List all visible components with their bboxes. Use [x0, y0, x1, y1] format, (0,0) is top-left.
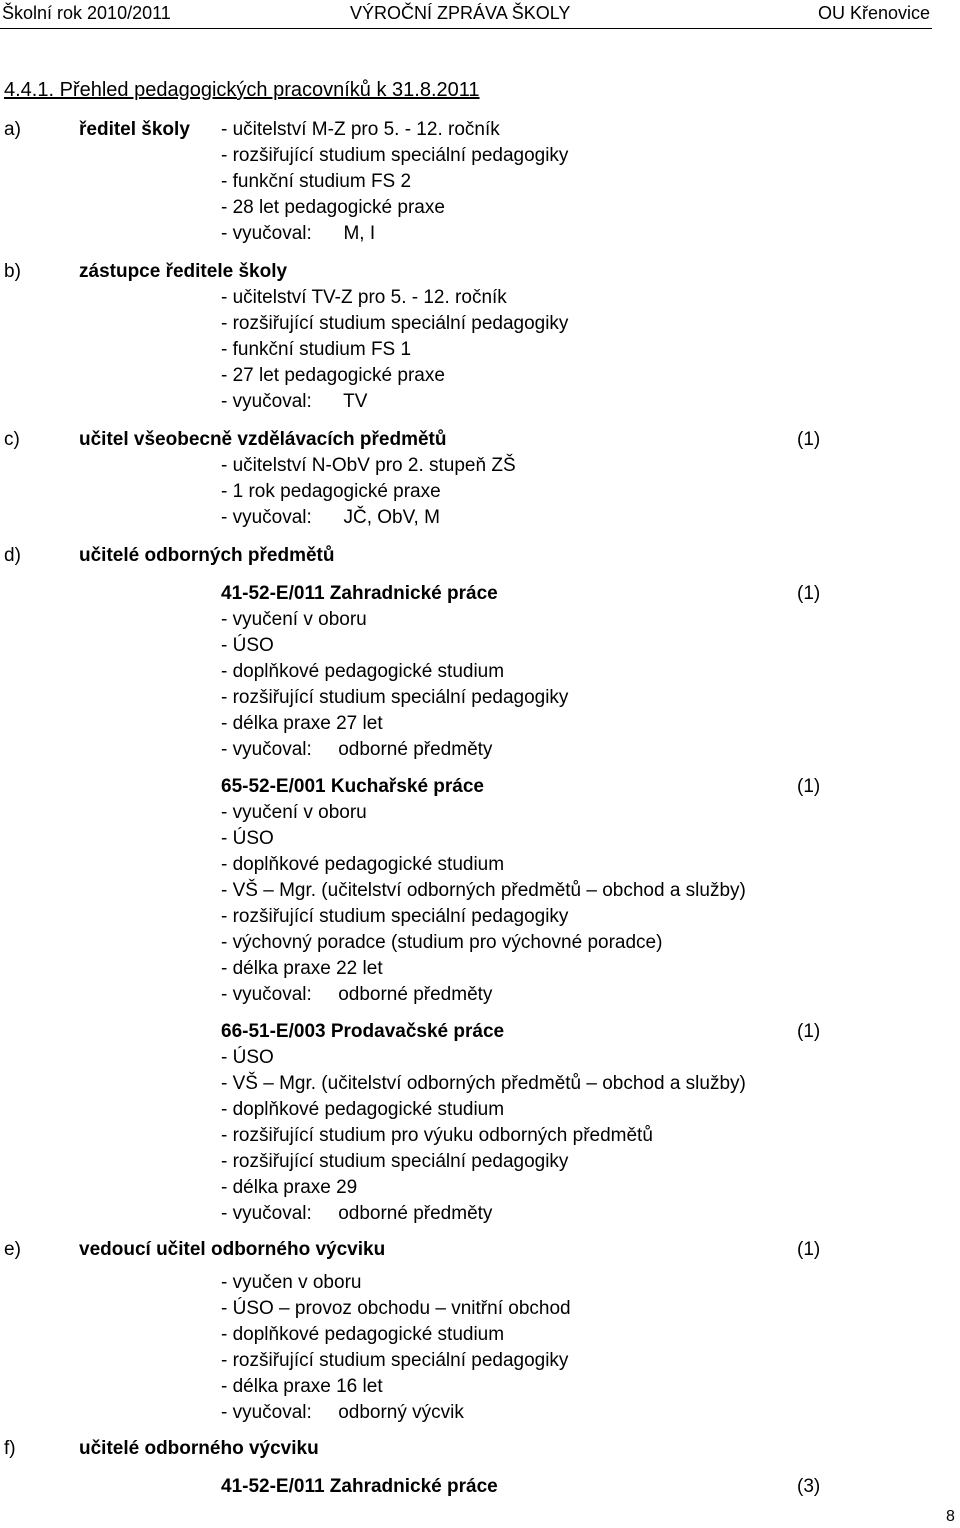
detail-line: - 27 let pedagogické praxe — [221, 365, 445, 386]
section-c-title: učitel všeobecně vzdělávacích předmětů — [79, 429, 447, 450]
field-title: 41-52-E/011 Zahradnické práce — [221, 583, 498, 604]
detail-line: - doplňkové pedagogické studium — [221, 1099, 505, 1120]
section-c-count: (1) — [797, 429, 821, 450]
page-number: 8 — [946, 1508, 955, 1525]
section-f-letter: f) — [4, 1438, 16, 1459]
section-c-letter: c) — [4, 429, 20, 450]
detail-line: - doplňkové pedagogické studium — [221, 661, 505, 682]
field-count: (3) — [797, 1476, 821, 1497]
detail-line: - rozšiřující studium speciální pedagogiky — [221, 1350, 569, 1371]
field-count: (1) — [797, 776, 821, 797]
detail-line: - doplňkové pedagogické studium — [221, 1324, 505, 1345]
detail-line: - délka praxe 22 let — [221, 958, 383, 979]
section-b-letter: b) — [4, 261, 21, 282]
detail-line: - vyučoval: odborné předměty — [221, 739, 493, 760]
section-heading: 4.4.1. Přehled pedagogických pracovníků k 31.8.2011 — [4, 79, 480, 101]
detail-line: - vyučoval: odborné předměty — [221, 984, 493, 1005]
detail-line: - délka praxe 27 let — [221, 713, 383, 734]
section-d-letter: d) — [4, 545, 21, 566]
detail-line: - ÚSO — [221, 635, 274, 656]
section-e-count: (1) — [797, 1239, 821, 1260]
detail-line: - 28 let pedagogické praxe — [221, 197, 445, 218]
section-d-title: učitelé odborných předmětů — [79, 545, 335, 566]
section-e-title: vedoucí učitel odborného výcviku — [79, 1239, 386, 1260]
section-e-letter: e) — [4, 1239, 21, 1260]
detail-line: - funkční studium FS 1 — [221, 339, 412, 360]
detail-line: - ÚSO — [221, 828, 274, 849]
detail-line: - délka praxe 16 let — [221, 1376, 383, 1397]
detail-line: - vyučení v oboru — [221, 609, 367, 630]
detail-line: - učitelství TV-Z pro 5. - 12. ročník — [221, 287, 507, 308]
detail-line: - VŠ – Mgr. (učitelství odborných předmětů – obchod a služby) — [221, 880, 746, 901]
detail-line: - vyučen v oboru — [221, 1272, 362, 1293]
field-title: 65-52-E/001 Kuchařské práce — [221, 776, 484, 797]
detail-line: - rozšiřující studium speciální pedagogiky — [221, 313, 569, 334]
detail-line: - doplňkové pedagogické studium — [221, 854, 505, 875]
header-school-name: OU Křenovice — [817, 3, 930, 23]
header-school-year: Školní rok 2010/2011 — [2, 3, 171, 23]
section-a-title: ředitel školy — [79, 119, 190, 140]
detail-line: - ÚSO – provoz obchodu – vnitřní obchod — [221, 1298, 571, 1319]
detail-line: - rozšiřující studium speciální pedagogiky — [221, 145, 569, 166]
header-rule — [0, 28, 932, 29]
section-b-title: zástupce ředitele školy — [79, 261, 288, 282]
detail-line: - ÚSO — [221, 1047, 274, 1068]
detail-line: - vyučení v oboru — [221, 802, 367, 823]
detail-line: - délka praxe 29 — [221, 1177, 358, 1198]
field-count: (1) — [797, 1021, 821, 1042]
detail-line: - učitelství M-Z pro 5. - 12. ročník — [221, 119, 500, 140]
detail-line: - výchovný poradce (studium pro výchovné poradce) — [221, 932, 663, 953]
detail-line: - rozšiřující studium speciální pedagogiky — [221, 1151, 569, 1172]
detail-line: - rozšiřující studium pro výuku odborných předmětů — [221, 1125, 653, 1146]
field-title: 66-51-E/003 Prodavačské práce — [221, 1021, 505, 1042]
section-f-title: učitelé odborného výcviku — [79, 1438, 319, 1459]
detail-line: - učitelství N-ObV pro 2. stupeň ZŠ — [221, 455, 516, 476]
detail-line: - rozšiřující studium speciální pedagogiky — [221, 687, 569, 708]
field-title: 41-52-E/011 Zahradnické práce — [221, 1476, 498, 1497]
section-a-letter: a) — [4, 119, 21, 140]
detail-line: - VŠ – Mgr. (učitelství odborných předmětů – obchod a služby) — [221, 1073, 746, 1094]
header-report-title: VÝROČNÍ ZPRÁVA ŠKOLY — [350, 3, 571, 23]
detail-line: - vyučoval: TV — [221, 391, 368, 412]
field-count: (1) — [797, 583, 821, 604]
detail-line: - rozšiřující studium speciální pedagogiky — [221, 906, 569, 927]
detail-line: - funkční studium FS 2 — [221, 171, 412, 192]
detail-line: - vyučoval: JČ, ObV, M — [221, 507, 440, 528]
detail-line: - vyučoval: odborný výcvik — [221, 1402, 464, 1423]
detail-line: - 1 rok pedagogické praxe — [221, 481, 441, 502]
page-header — [0, 0, 960, 26]
detail-line: - vyučoval: odborné předměty — [221, 1203, 493, 1224]
detail-line: - vyučoval: M, I — [221, 223, 376, 244]
